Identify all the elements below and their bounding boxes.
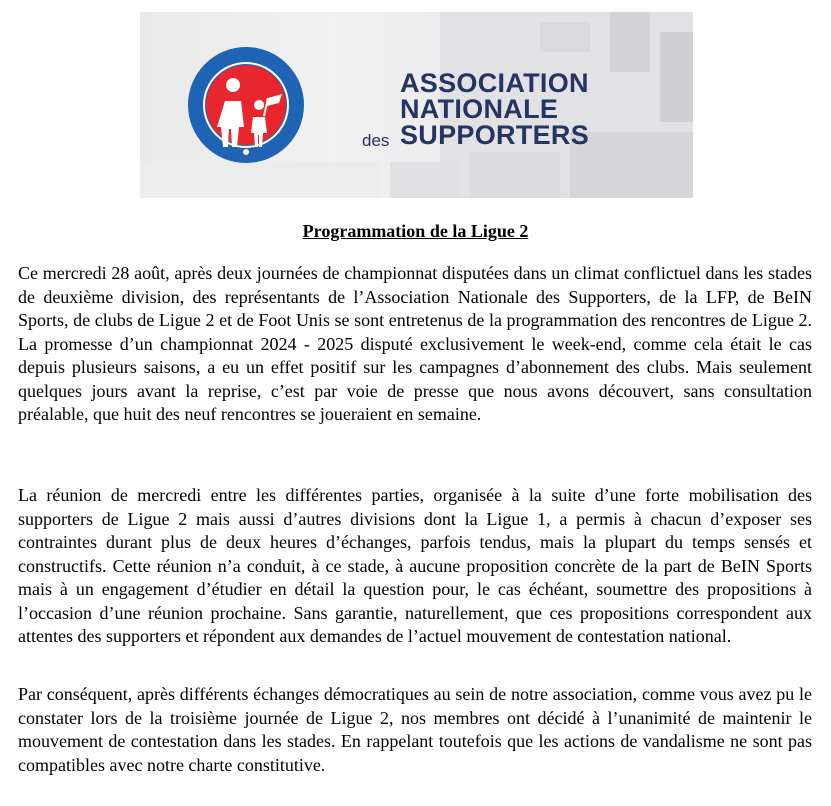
paragraph-1: Ce mercredi 28 août, après deux journées de championnat disputées dans un climat conflictuel dans les stades de deuxième division, des représentants de l’Association Nationale des Supporters, de la LFP, de BeIN Sports, de clubs de Ligue 2 et de Foot Unis se sont entretenus de la programmation des rencontres de Ligue 2. La promesse d’un championnat 2024 - 2025 disputé exclusivement le week-end, comme cela était le cas depuis plusieurs saisons, a eu un effet positif sur les campagnes d’abonnement des clubs. Mais seulement quelques jours avant la reprise, c’est par voie de presse que nous avons découvert, sans consultation préalable, que huit des neuf rencontres se joueraient en semaine. [18,263,812,424]
paragraph-3: Par conséquent, après différents échanges démocratiques au sein de notre association, comme vous avez pu le constater lors de la troisième journée de Ligue 2, nos membres ont décidé à l’unanimité de maintenir le mouvement de contestation dans les stades. En rappelant toutefois que les actions de vandalisme ne sont pas compatibles avec notre charte constitutive. [18,684,812,775]
brand-line-supporters: SUPPORTERS [400,120,590,150]
association-logo [187,46,305,164]
paragraph-2: La réunion de mercredi entre les différentes parties, organisée à la suite d’une forte mobilisation des supporters de Ligue 2 mais aussi d’autres divisions dont la Ligue 1, a permis à chacun d’exposer ses contraintes durant plus de deux heures d’échanges, parfois tendus, mais la plupart du temps sensés et constructifs. Cette réunion n’a conduit, à ce stade, à aucune proposition concrète de la part de BeIN Sports mais à un engagement d’étudier en détail la question pour, le cas échéant, soumettre des propositions à l’occasion d’une réunion prochaine. Sans garantie, naturellement, que ces propositions correspondent aux attentes des supporters et répondent aux demandes de l’actuel mouvement de contestation national. [18,485,812,646]
brand-line-association: ASSOCIATION [400,68,589,98]
header-banner [140,12,693,198]
brand-line-nationale: NATIONALE [400,94,559,124]
brand-line-des: des [362,131,390,150]
document-title: Programmation de la Ligue 2 [302,221,529,241]
